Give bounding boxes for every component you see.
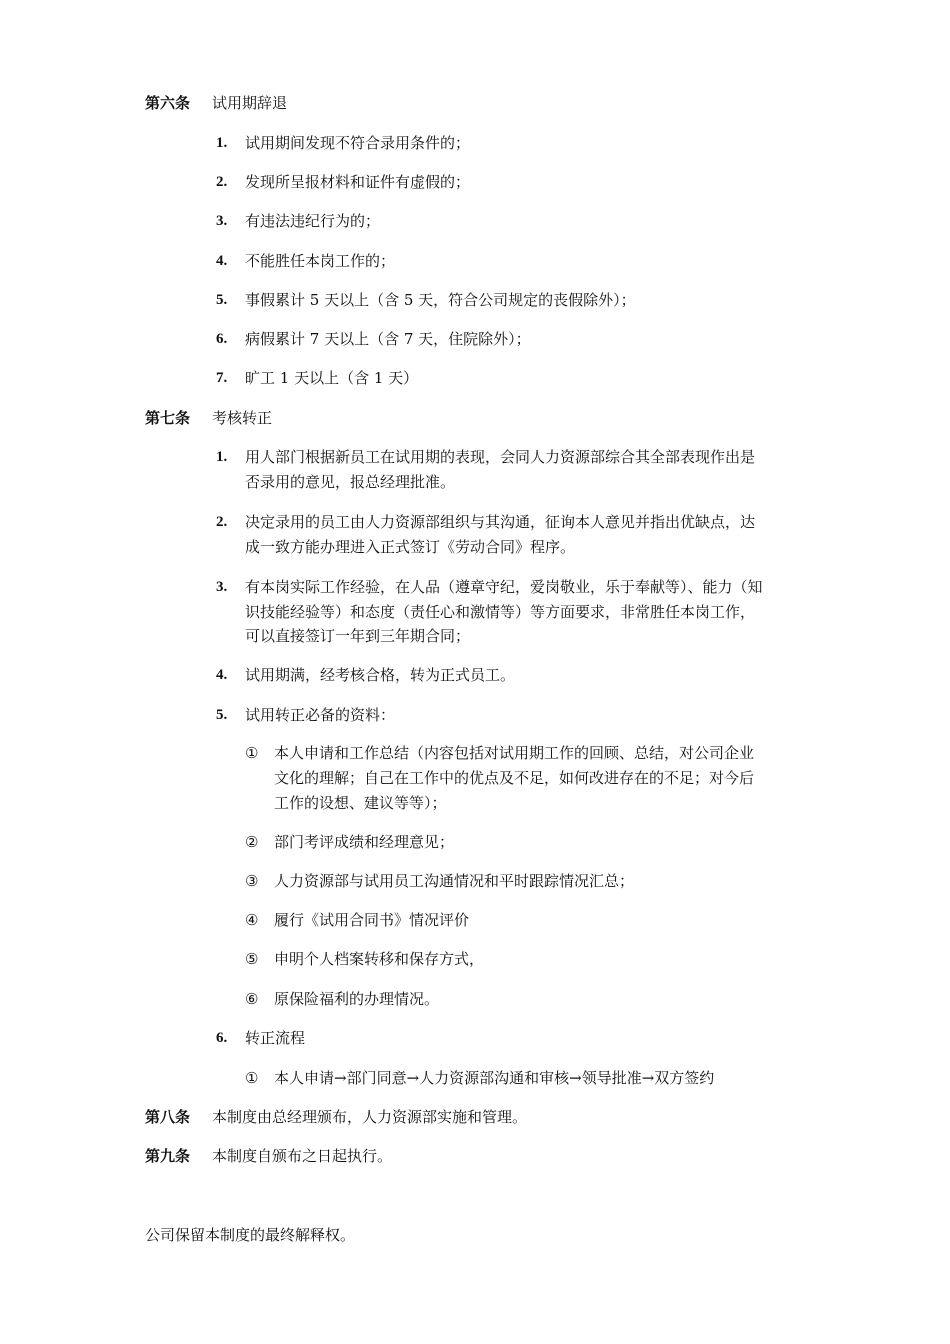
art6-item-7-number: 7. xyxy=(216,370,228,386)
material-2-line-1: 部门考评成绩和经理意见； xyxy=(274,833,455,851)
article-9-text: 本制度自颁布之日起执行。 xyxy=(212,1147,393,1165)
art6-item-6-number: 6. xyxy=(216,331,228,347)
art6-item-1-number: 1. xyxy=(216,135,228,151)
material-1-number: ① xyxy=(245,744,259,762)
art6-item-2-number: 2. xyxy=(216,174,228,190)
art7-item-1-number: 1. xyxy=(216,449,228,465)
art7-item-3-number: 3. xyxy=(216,579,228,595)
art6-item-2-text: 发现所呈报材料和证件有虚假的； xyxy=(245,173,471,191)
flow-number: ① xyxy=(245,1069,259,1087)
interpretation-note: 公司保留本制度的最终解释权。 xyxy=(145,1226,356,1244)
material-6-line-1: 原保险福利的办理情况。 xyxy=(274,990,440,1008)
art7-item-6-number: 6. xyxy=(216,1030,228,1046)
art7-item-2-line-2: 成一致方能办理进入正式签订《劳动合同》程序。 xyxy=(245,538,576,556)
art7-item-4-number: 4. xyxy=(216,667,228,683)
art7-item-5-number: 5. xyxy=(216,707,228,723)
article-6-title: 试用期辞退 xyxy=(212,94,288,112)
material-5-number: ⑤ xyxy=(245,950,259,968)
material-3-number: ③ xyxy=(245,872,259,890)
article-6-label: 第六条 xyxy=(145,94,191,112)
art6-item-3-number: 3. xyxy=(216,213,228,229)
art7-item-1-line-2: 否录用的意见，报总经理批准。 xyxy=(245,473,456,491)
art6-item-5-text: 事假累计 5 天以上（含 5 天，符合公司规定的丧假除外）； xyxy=(245,291,636,309)
material-4-number: ④ xyxy=(245,911,259,929)
material-1-line-3: 工作的设想、建议等等）； xyxy=(274,794,447,812)
art7-item-1-line-1: 用人部门根据新员工在试用期的表现，会同人力资源部综合其全部表现作出是 xyxy=(245,448,756,466)
art7-item-2-line-1: 决定录用的员工由人力资源部组织与其沟通，征询本人意见并指出优缺点，达 xyxy=(245,513,756,531)
material-4-line-1: 履行《试用合同书》情况评价 xyxy=(274,911,470,929)
art7-item-2-number: 2. xyxy=(216,514,228,530)
material-3-line-1: 人力资源部与试用员工沟通情况和平时跟踪情况汇总； xyxy=(274,872,635,890)
flow-text: 本人申请→部门同意→人力资源部沟通和审核→领导批准→双方签约 xyxy=(274,1069,715,1087)
material-5-line-1: 申明个人档案转移和保存方式， xyxy=(274,950,485,968)
art7-item-6-text: 转正流程 xyxy=(245,1029,306,1047)
material-1-line-2: 文化的理解；自己在工作中的优点及不足，如何改进存在的不足；对今后 xyxy=(274,769,755,787)
material-2-number: ② xyxy=(245,833,259,851)
material-1-line-1: 本人申请和工作总结（内容包括对试用期工作的回顾、总结，对公司企业 xyxy=(274,744,755,762)
art7-item-3-line-3: 可以直接签订一年到三年期合同； xyxy=(245,627,471,645)
art7-item-3-line-1: 有本岗实际工作经验，在人品（遵章守纪，爱岗敬业，乐于奉献等）、能力（知 xyxy=(245,578,763,596)
art7-item-4-line-1: 试用期满，经考核合格，转为正式员工。 xyxy=(245,666,516,684)
article-9-label: 第九条 xyxy=(145,1147,191,1165)
material-6-number: ⑥ xyxy=(245,990,259,1008)
article-7-label: 第七条 xyxy=(145,409,191,427)
article-7-title: 考核转正 xyxy=(212,409,273,427)
art6-item-6-text: 病假累计 7 天以上（含 7 天，住院除外）； xyxy=(245,330,531,348)
art6-item-4-text: 不能胜任本岗工作的； xyxy=(245,252,396,270)
art6-item-1-text: 试用期间发现不符合录用条件的； xyxy=(245,134,471,152)
art6-item-5-number: 5. xyxy=(216,292,228,308)
art7-item-3-line-2: 识技能经验等）和态度（责任心和激情等）等方面要求，非常胜任本岗工作， xyxy=(245,603,756,621)
art6-item-3-text: 有违法违纪行为的； xyxy=(245,212,381,230)
art6-item-4-number: 4. xyxy=(216,253,228,269)
art6-item-7-text: 旷工 1 天以上（含 1 天） xyxy=(245,369,419,387)
article-8-label: 第八条 xyxy=(145,1108,191,1126)
art7-item-5-line-1: 试用转正必备的资料： xyxy=(245,706,396,724)
article-8-text: 本制度由总经理颁布，人力资源部实施和管理。 xyxy=(212,1108,528,1126)
